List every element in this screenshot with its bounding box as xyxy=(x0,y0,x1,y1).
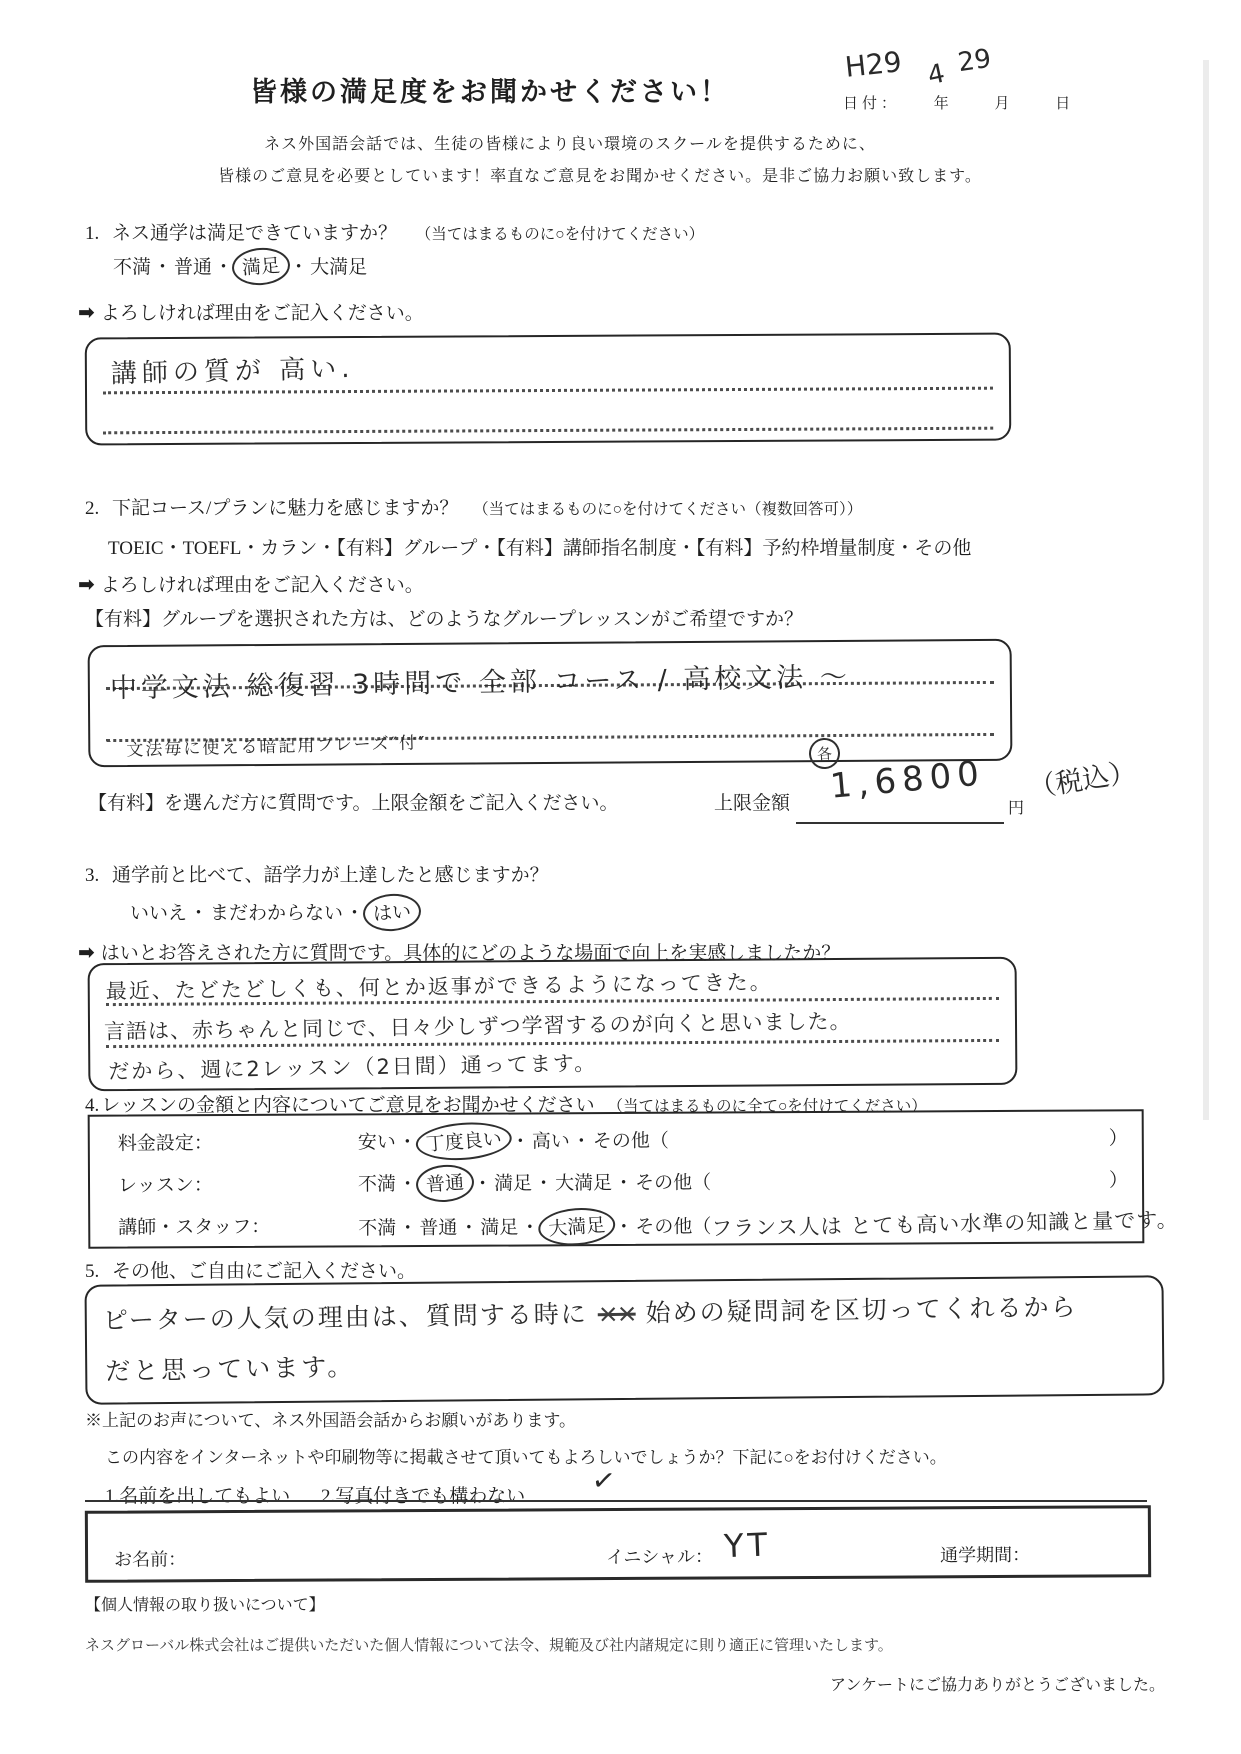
q2-question: 下記コース/プランに魅力を感じますか？ xyxy=(112,498,459,519)
q1-option-fuman: 不満 xyxy=(113,257,152,278)
q2-handwritten-line1: 中学文法 総復習 3時間で 全部 コース / 高校文法 〜 xyxy=(109,661,852,705)
date-year-suffix: 年 xyxy=(933,96,953,112)
q1-option-manzoku: 満足 xyxy=(241,255,281,280)
q4-row-staff-label: 講師・スタッフ： xyxy=(118,1216,271,1239)
q4-lesson-option-daimanzoku: 大満足 xyxy=(555,1173,613,1195)
q5-question-line xyxy=(85,1256,416,1283)
q4-staff-option-fuman: 不満 xyxy=(358,1218,397,1240)
q3-circled-choice xyxy=(362,892,422,933)
q2-price-value-handwritten: 1,6800 xyxy=(828,753,987,807)
separator-dot: ・ xyxy=(614,1216,634,1239)
separator-dot: ・ xyxy=(153,257,173,278)
separator-dot: ・ xyxy=(459,1217,479,1239)
date-field xyxy=(843,92,1074,113)
q4-row-lesson-options xyxy=(358,1168,711,1199)
q5-handwritten-line1 xyxy=(103,1287,1078,1337)
separator-dot: ・ xyxy=(614,1172,634,1195)
q1-note: （当てはまるものに○を付けてください） xyxy=(415,226,705,243)
q3-handwritten-line1: 最近、たどたどしくも、何とか返事ができるようになってきた。 xyxy=(105,970,773,1004)
q4-lesson-option-futsuu: 普通 xyxy=(425,1172,465,1197)
q1-option-daimanzoku: 大満足 xyxy=(310,257,368,278)
q1-option-futsuu: 普通 xyxy=(174,257,213,278)
q2-note: （当てはまるものに○を付けてください（複数回答可）） xyxy=(473,501,863,518)
q4-staff-handwritten-comment: フランス人は とても高い水準の知識と量です。 xyxy=(711,1207,1179,1241)
intro-line-2: 皆様のご意見を必要としています！率直なご意見をお聞かせください。是非ご協力お願い致します。 xyxy=(218,168,982,185)
q5-number: 5. xyxy=(85,1261,100,1282)
arrow-icon: ➡ xyxy=(78,572,95,596)
name-label: お名前： xyxy=(114,1549,187,1570)
q4-price-other-label: その他（ xyxy=(592,1130,669,1153)
date-month-suffix: 月 xyxy=(994,96,1014,112)
q2-answer-box xyxy=(88,639,1013,767)
q1-handwritten-answer: 講師の質が 高い. xyxy=(110,353,355,390)
q5-line1-end: 始めの疑問詞を区切ってくれるから xyxy=(645,1292,1078,1328)
dotted-line xyxy=(103,387,993,395)
q4-price-option-takai: 高い xyxy=(531,1131,570,1153)
q2-question-line xyxy=(85,493,862,520)
q2-price-tax-note: （税込） xyxy=(1026,756,1139,805)
separator-dot: ・ xyxy=(345,903,365,924)
q3-options xyxy=(130,898,418,927)
q4-price-option-choudoyoi: 丁度良い xyxy=(425,1128,503,1156)
separator-dot: ・ xyxy=(510,1131,530,1153)
table-top-rule xyxy=(85,1500,1147,1502)
q4-row-price-options xyxy=(358,1126,669,1157)
q2-price-each-mark: 各 xyxy=(812,742,837,765)
intro-line-1: ネス外国語会話では、生徒の皆様により良い環境のスクールを提供するために、 xyxy=(264,136,876,153)
q2-reason-prompt-line xyxy=(78,570,424,597)
q4-price-close-paren: ） xyxy=(1108,1128,1128,1150)
handwritten-date-month: 4 xyxy=(925,58,948,92)
dotted-line xyxy=(103,427,993,435)
separator-dot: ・ xyxy=(520,1217,540,1239)
separator-dot: ・ xyxy=(189,903,209,924)
q3-option-madawakaranai: まだわからない xyxy=(210,903,344,924)
q4-row-staff-options xyxy=(358,1207,1179,1242)
q4-question: レッスンの金額と内容についてご意見をお聞かせください xyxy=(101,1095,595,1116)
q3-question: 通学前と比べて、語学力が上達したと感じますか？ xyxy=(112,865,549,886)
q1-number: 1. xyxy=(85,223,100,244)
thanks-text: アンケートにご協力ありがとうございました。 xyxy=(829,1677,1165,1694)
q3-number: 3. xyxy=(85,865,100,886)
q4-price-circled-choice xyxy=(415,1119,514,1163)
period-label: 通学期間： xyxy=(940,1544,1031,1566)
consent-question: この内容をインターネットや印刷物等に掲載させて頂いてもよろしいでしょうか？下記に○をお付けください。 xyxy=(105,1448,947,1467)
privacy-title: 【個人情報の取り扱いについて】 xyxy=(85,1597,325,1614)
q1-question: ネス通学は満足できていますか？ xyxy=(112,223,398,244)
separator-dot: ・ xyxy=(289,257,309,278)
initial-label: イニシャル： xyxy=(606,1546,714,1568)
q1-reason-prompt-line xyxy=(78,298,424,325)
q4-lesson-option-fuman: 不満 xyxy=(357,1174,397,1196)
privacy-text: ネスグローバル株式会社はご提供いただいた個人情報について法令、規範及び社内諸規定に則り適正に管理いたします。 xyxy=(85,1638,893,1654)
q3-option-hai: はい xyxy=(372,901,412,926)
q1-question-line xyxy=(85,218,704,245)
separator-dot: ・ xyxy=(473,1173,493,1195)
arrow-icon: ➡ xyxy=(78,940,95,964)
q4-lesson-option-manzoku: 満足 xyxy=(494,1173,533,1195)
q5-line1-start: ピーターの人気の理由は、質問する時に xyxy=(102,1299,588,1336)
q4-row-price xyxy=(90,1123,1142,1156)
q2-course-options: TOEIC・TOEFL・カラン・【有料】グループ・【有料】講師指名制度・【有料】予約枠増量制度・その他 xyxy=(108,538,972,559)
q4-row-price-label: 料金設定： xyxy=(117,1133,213,1155)
handwritten-date-day: 29 xyxy=(956,43,994,79)
checkmark-handwritten: ✓ xyxy=(589,1462,618,1499)
q4-staff-circled-choice xyxy=(537,1205,617,1248)
date-day-suffix: 日 xyxy=(1055,96,1075,112)
q4-row-lesson-label: レッスン： xyxy=(117,1175,213,1197)
q4-note: （当てはまるものに全て○を付けてください） xyxy=(607,1098,927,1115)
consent-note: ※上記のお声について、ネス外国語会話からお願いがあります。 xyxy=(85,1411,576,1430)
consent-options xyxy=(105,1481,525,1508)
q3-option-iie: いいえ xyxy=(130,903,188,924)
q4-row-staff xyxy=(90,1207,1179,1241)
q5-answer-box xyxy=(84,1275,1164,1404)
separator-dot: ・ xyxy=(398,1218,418,1240)
q3-handwritten-line3: だから、週に2レッスン（2日間）通ってます。 xyxy=(108,1051,598,1084)
initial-value-handwritten: YT xyxy=(723,1525,772,1566)
q3-followup: はいとお答えされた方に質問です。具体的にどのような場面で向上を実感しましたか？ xyxy=(100,943,841,964)
q2-number: 2. xyxy=(85,498,100,519)
q4-number: 4. xyxy=(85,1095,100,1116)
q4-staff-other-label: その他（ xyxy=(635,1216,712,1238)
q1-answer-box xyxy=(85,333,1012,446)
separator-dot: ・ xyxy=(571,1131,591,1153)
q4-lesson-circled-choice xyxy=(415,1163,476,1204)
q4-lesson-other-label: その他（ xyxy=(635,1172,712,1194)
q4-lesson-close-paren: ） xyxy=(1108,1170,1129,1192)
q1-circled-choice xyxy=(231,246,291,287)
price-underline xyxy=(796,822,1004,824)
q2-handwritten-line2: 文法毎に使える暗記用フレーズ″付″ xyxy=(126,733,427,761)
q3-question-line xyxy=(85,860,549,887)
date-label: 日付： xyxy=(843,96,901,112)
q2-reason-prompt: よろしければ理由をご記入ください。 xyxy=(100,575,424,596)
q2-group-question: 【有料】グループを選択された方は、どのようなグループレッスンがご希望ですか？ xyxy=(85,609,804,630)
scan-artifact xyxy=(1203,60,1209,1120)
q3-answer-box xyxy=(88,957,1018,1091)
q2-price-unit: 円 xyxy=(1008,800,1025,817)
q4-ratings-box xyxy=(88,1109,1179,1249)
handwritten-date-year: H29 xyxy=(843,45,904,84)
q5-question: その他、ご自由にご記入ください。 xyxy=(112,1261,417,1282)
q4-staff-option-daimanzoku: 大満足 xyxy=(547,1215,607,1241)
q4-staff-option-futsuu: 普通 xyxy=(419,1217,458,1240)
consent-option-photo-ok: 2.写真付きでも構わない xyxy=(321,1486,526,1507)
q4-price-option-yasui: 安い xyxy=(357,1132,396,1154)
separator-dot: ・ xyxy=(214,257,234,278)
q4-staff-option-manzoku: 満足 xyxy=(480,1217,519,1239)
separator-dot: ・ xyxy=(397,1132,417,1154)
q1-options xyxy=(113,252,367,281)
separator-dot: ・ xyxy=(397,1174,418,1196)
page-title: 皆様の満足度をお聞かせください！ xyxy=(250,77,730,107)
name-table xyxy=(85,1505,1151,1583)
q5-handwritten-line2: だと思っています。 xyxy=(104,1352,356,1386)
arrow-icon: ➡ xyxy=(78,300,95,324)
q2-price-label: 上限金額 xyxy=(714,793,791,814)
q2-price-question: 【有料】を選んだ方に質問です。上限金額をご記入ください。 xyxy=(88,793,619,814)
q5-scribbled-out-word: ×× xyxy=(597,1298,636,1329)
q1-reason-prompt: よろしければ理由をご記入ください。 xyxy=(100,303,424,324)
separator-dot: ・ xyxy=(534,1173,554,1195)
q3-handwritten-line2: 言語は、赤ちゃんと同じで、日々少しずつ学習するのが向くと思いました。 xyxy=(103,1009,852,1044)
q4-row-lesson xyxy=(90,1165,1142,1197)
consent-option-name-ok: 1.名前を出してもよい xyxy=(105,1486,291,1507)
